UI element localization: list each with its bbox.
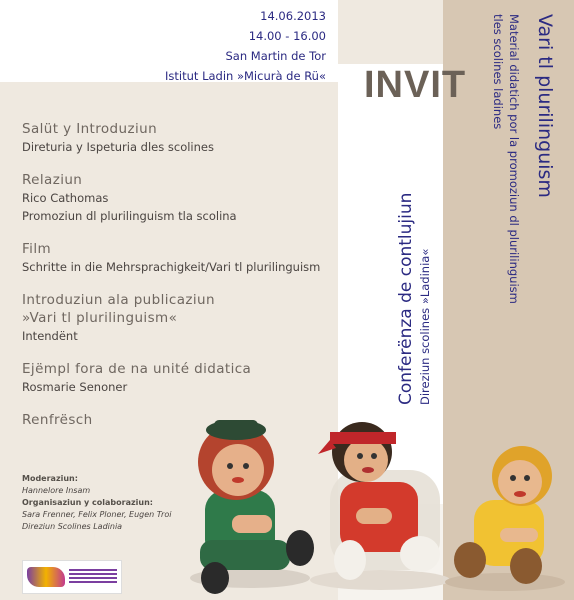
agenda-item-title: Renfrësch — [22, 412, 93, 428]
logo-mark — [27, 567, 65, 587]
organisation-names: Sara Frenner, Felix Ploner, Eugen Troi — [22, 510, 172, 519]
right-title: Vari tl plurilinguism — [534, 14, 556, 198]
right-subtitle-1: Material didatich por la promoziun dl plurilinguism — [507, 14, 521, 304]
moderation-label: Moderaziun: — [22, 474, 78, 483]
agenda-item-line: Schritte in die Mehrsprachigkeit/Vari tl plurilinguism — [22, 260, 321, 274]
agenda-item — [22, 411, 332, 429]
event-place: San Martin de Tor — [225, 49, 326, 63]
agenda-item-title-2: »Vari tl plurilinguism« — [22, 310, 178, 326]
conference-title: Conferënza de contlujiun — [396, 192, 416, 405]
agenda-item-title: Relaziun — [22, 172, 83, 188]
agenda-item — [22, 120, 332, 156]
event-venue: Istitut Ladin »Micurà de Rü« — [165, 69, 326, 83]
agenda-item-title: Introduziun ala publicaziun — [22, 292, 215, 308]
agenda-item-title: Salüt y Introduziun — [22, 121, 158, 137]
agenda-item-line: Rico Cathomas — [22, 191, 109, 205]
direction-title: Direziun scolines »Ladinia« — [418, 248, 432, 405]
agenda — [22, 120, 332, 444]
agenda-item — [22, 360, 332, 396]
right-subtitle-2: tles scolines ladines — [491, 14, 505, 130]
logo-text-lines — [69, 569, 117, 571]
agenda-item-line: Promoziun dl plurilinguism tla scolina — [22, 209, 237, 223]
credits — [22, 473, 242, 533]
corner-panel — [338, 0, 443, 64]
agenda-item-title: Ejëmpl fora de na unité didatica — [22, 361, 252, 377]
agenda-item-line: Direturia y Ispeturia dles scolines — [22, 140, 214, 154]
agenda-item — [22, 240, 332, 276]
agenda-item-title: Film — [22, 241, 52, 257]
moderation-name: Hannelore Insam — [22, 486, 91, 495]
event-info — [165, 6, 326, 86]
organisation-label: Organisaziun y colaboraziun: — [22, 498, 153, 507]
agenda-item-line: Intendënt — [22, 329, 78, 343]
agenda-item — [22, 291, 332, 345]
event-time: 14.00 - 16.00 — [248, 29, 326, 43]
invit-heading: INVIT — [364, 64, 467, 106]
agenda-item — [22, 171, 332, 225]
bottom-panel — [338, 504, 443, 600]
organisation-direction: Direziun Scolines Ladinia — [22, 522, 123, 531]
logo — [22, 560, 122, 594]
event-date: 14.06.2013 — [260, 9, 326, 23]
agenda-item-line: Rosmarie Senoner — [22, 380, 128, 394]
